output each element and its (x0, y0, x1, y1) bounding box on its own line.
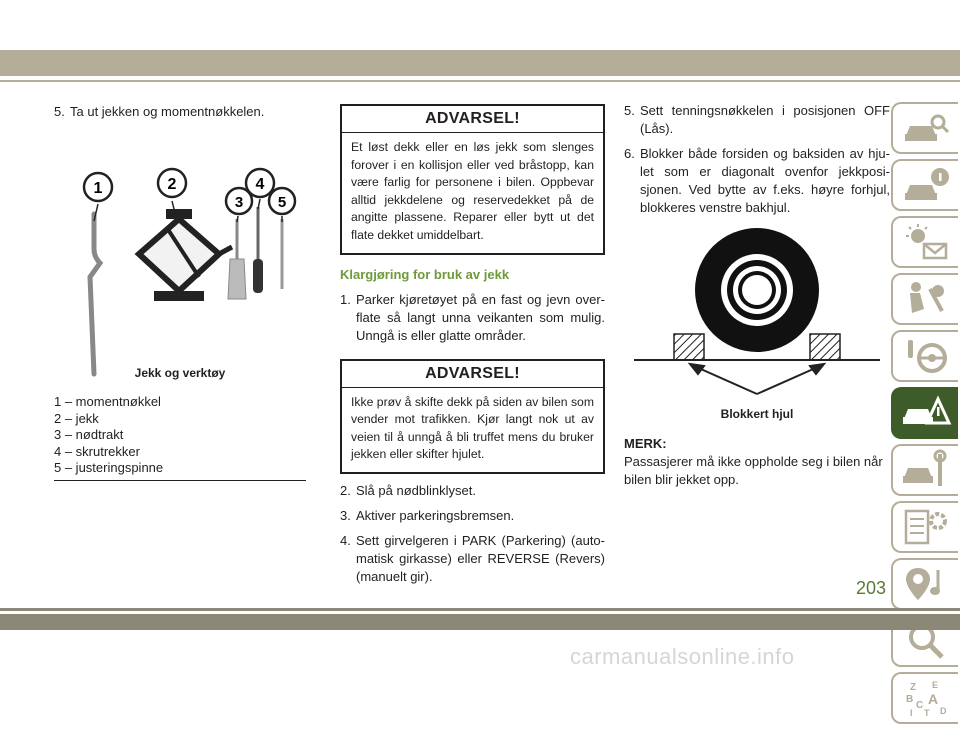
screwdriver-shape (253, 207, 263, 293)
svg-text:E: E (931, 680, 938, 690)
steering-wheel-icon (902, 336, 950, 376)
bottom-band (0, 614, 960, 630)
column-3 (624, 102, 890, 489)
car-warning-triangle-icon (902, 393, 950, 433)
warning-lights-icon (902, 222, 950, 262)
jack-tools-illustration (54, 159, 306, 324)
warning-title: ADVARSEL! (342, 361, 603, 388)
tab-warning-lights[interactable] (891, 216, 958, 268)
music-location-icon (902, 564, 950, 604)
tab-car-info[interactable] (891, 159, 958, 211)
car-service-icon (902, 450, 950, 490)
svg-text:C: C (915, 700, 923, 711)
svg-text:3: 3 (234, 194, 244, 211)
wheel-chock-right (810, 334, 840, 360)
step-6-block-wheel: 6. Blokker både forsiden og baksiden av hjulet som er diagonalt ovenfor jekkposisjonen. Ved bytte av f.eks. høyre forhjul, blokkeres venstre bakhjul. (624, 146, 890, 215)
step-3-parking-brake: 3. Aktiver parkeringsbremsen. (340, 507, 515, 523)
warning-box-loose-tire (340, 104, 605, 255)
lug-wrench-shape (90, 214, 100, 374)
page-number: 203 (856, 578, 887, 598)
section-heading: Klargjøring for bruk av jekk (340, 266, 510, 282)
svg-text:5: 5 (277, 194, 287, 211)
callout-5 (269, 188, 295, 222)
svg-text:T: T (923, 708, 929, 718)
callout-1 (84, 173, 112, 221)
warning-title: ADVARSEL! (342, 106, 603, 133)
step-2-hazard-lights: 2. Slå på nødblinklyset. (340, 482, 476, 498)
tab-steering-wheel[interactable] (891, 330, 958, 382)
step-5-take-out-jack: 5. Ta ut jekken og momentnøkkelen. (54, 104, 265, 119)
legend-item: 5 – justeringspinne (54, 460, 164, 475)
tab-index[interactable] (891, 672, 958, 724)
legend-item: 3 – nødtrakt (54, 427, 124, 442)
svg-text:A: A (927, 691, 938, 707)
figure-caption-blocked-wheel: Blokkert hjul (720, 407, 794, 421)
legend-item: 1 – momentnøkkel (54, 394, 161, 409)
column-2 (340, 104, 605, 593)
legend-item: 4 – skrutrekker (54, 443, 140, 459)
svg-text:D: D (939, 706, 946, 716)
warning-body: Ikke prøv å skifte dekk på siden av bilen som vender mot trafikken. Kjør langt nok ut av veien til å unngå å bli truffet mens du bruker jekken eller skifter hjulet. (351, 394, 594, 462)
svg-text:Z: Z (909, 682, 916, 693)
legend-divider (54, 480, 306, 481)
tab-car-search[interactable] (891, 102, 958, 154)
top-band-rule (0, 80, 960, 82)
column-1 (54, 103, 306, 481)
svg-text:1: 1 (93, 180, 103, 197)
figure-legend (54, 394, 306, 477)
top-band (0, 50, 960, 76)
warning-box-traffic-side (340, 359, 605, 474)
tab-car-service[interactable] (891, 444, 958, 496)
figure-caption-jack-tools: Jekk og verktøy (134, 366, 226, 380)
bottom-band-rule (0, 608, 960, 611)
car-info-icon (902, 165, 950, 205)
step-4-gear-selector: 4. Sett girvelgeren i PARK (Parkering) (automatisk girkasse) eller REVERSE (Revers) (manuelt gir). (340, 532, 605, 584)
tab-car-warning-triangle[interactable] (891, 387, 958, 439)
note-text: Passasjerer må ikke oppholde seg i bilen når bilen blir jekket opp. (624, 454, 883, 487)
jack-shape (139, 209, 232, 301)
step-5-ignition-off: 5. Sett tenningsnøkkelen i posisjonen OFF (Lås). (624, 103, 890, 136)
tab-music-location[interactable] (891, 558, 958, 610)
checklist-gear-icon (902, 507, 950, 547)
note-label: MERK: (624, 436, 667, 451)
pointer-arrows (690, 364, 824, 394)
watermark: carmanualsonline.info (570, 644, 795, 669)
chapter-tabs (891, 102, 960, 729)
step-1-park: 1. Parker kjøretøyet på en fast og jevn overflate så langt unna veikanten som mulig. Unngå is eller glatte områder. (340, 291, 605, 343)
warning-body: Et løst dekk eller en løs jekk som slenges forover i en kollisjon eller ved bråstopp, kan være farlig for personene i bilen. Oppbevar alltid jekkdelene og reservedekket på de angitte plassene. Reparer eller bytt ut det flate dekket umiddelbart. (351, 140, 594, 242)
blocked-wheel-illustration (624, 224, 890, 409)
wheel-chock-left (674, 334, 704, 360)
tab-checklist[interactable] (891, 501, 958, 553)
funnel-shape (228, 219, 246, 299)
svg-text:B: B (905, 694, 913, 705)
index-letters-icon (902, 678, 950, 718)
svg-text:I: I (909, 708, 913, 718)
svg-text:2: 2 (167, 176, 177, 193)
svg-text:4: 4 (255, 176, 265, 193)
tab-seat-airbag[interactable] (891, 273, 958, 325)
tire-shape (695, 228, 819, 352)
legend-item: 2 – jekk (54, 410, 99, 426)
car-search-icon (902, 108, 950, 148)
callout-3 (226, 188, 252, 222)
seat-airbag-icon (902, 279, 950, 319)
